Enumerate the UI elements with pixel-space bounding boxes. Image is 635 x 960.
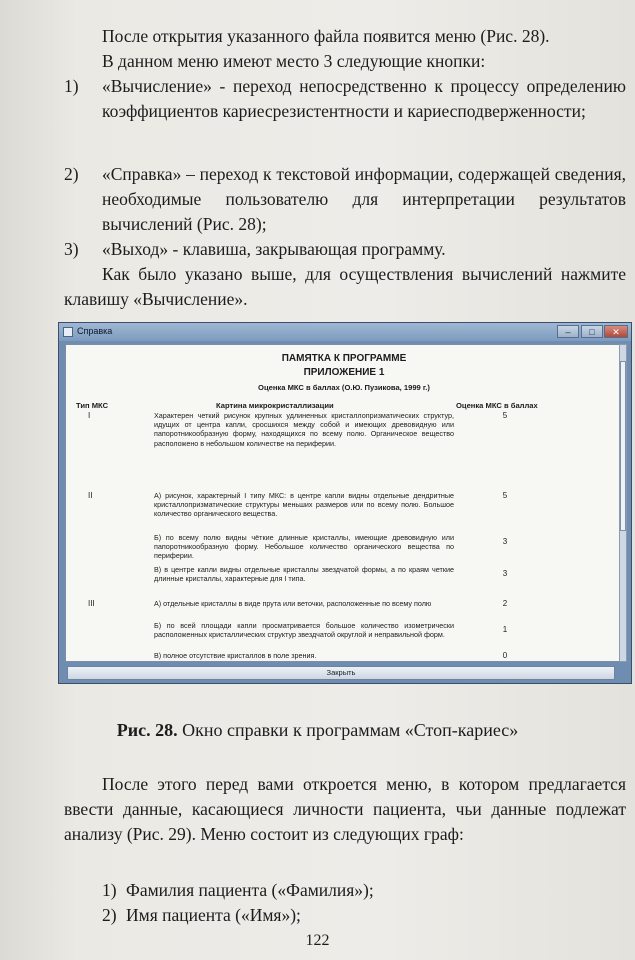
row-score: 0 bbox=[502, 651, 508, 660]
row-score: 2 bbox=[502, 599, 508, 608]
close-window-button[interactable]: ✕ bbox=[604, 325, 628, 338]
help-content bbox=[65, 344, 621, 662]
column-header-score: Оценка МКС в баллах bbox=[456, 401, 538, 410]
help-heading: ПАМЯТКА К ПРОГРАММЕ bbox=[281, 353, 407, 364]
after-caption-paragraph: После этого перед вами откроется меню, в котором предлагается ввести данные, касающиеся личности пациента, чьи данные подлежат анализу (Рис. 29). Меню состоит из следующих граф: bbox=[64, 774, 626, 844]
window-titlebar bbox=[59, 323, 631, 341]
list-item: 1) Фамилия пациента («Фамилия»); bbox=[102, 880, 374, 900]
help-window bbox=[58, 322, 632, 684]
row-description: А) рисунок, характерный I типу МКС: в центре капли видны отдельные дендритные кристаллопризматические структуры меньших размеров или по всему полю. Большое количество органического вещества. bbox=[154, 491, 454, 519]
row-description: Б) по всему полю видны чёткие длинные кристаллы, имеющие древовидную или папоротникообразную форму. Небольшое количество органического вещества по периферии. bbox=[154, 533, 454, 561]
intro-paragraph-1: После открытия указанного файла появится меню (Рис. 28). bbox=[102, 26, 550, 46]
column-header-type: Тип МКС bbox=[76, 401, 109, 410]
row-score: 1 bbox=[502, 625, 508, 634]
row-type: I bbox=[88, 411, 91, 420]
row-description: А) отдельные кристаллы в виде прута или веточки, расположенные по всему полю bbox=[154, 599, 432, 608]
list-item: 1) «Вычисление» - переход непосредственно к процессу определению коэффициентов кариесрезистентности и кариесподверженности; bbox=[64, 76, 626, 121]
table-title: Оценка МКС в баллах (О.Ю. Пузикова, 1999 г.) bbox=[258, 383, 430, 392]
list-item: 2) «Справка» – переход к текстовой информации, содержащей сведения, необходимые пользователю для интерпретации результатов вычислений (Рис. 28); bbox=[64, 164, 626, 234]
row-description: В) в центре капли видны отдельные кристаллы звездчатой формы, а по краям четкие длинные кристаллы, характерные для I типа. bbox=[154, 565, 454, 584]
column-header-picture: Картина микрокристаллизации bbox=[216, 401, 334, 410]
row-score: 3 bbox=[502, 569, 508, 578]
row-description: Характерен четкий рисунок крупных удлиненных кристаллопризматических структур, идущих от центра капли, сросшихся между собой и имеющих древовидную или папоротникообразную форму, находящихся по всему полю. Органическое вещество расположено в небольшом количестве на периферии. bbox=[154, 411, 454, 448]
row-score: 5 bbox=[502, 411, 508, 420]
list-item: 3) «Выход» - клавиша, закрывающая программу. bbox=[64, 239, 446, 259]
page-number: 122 bbox=[305, 932, 330, 949]
figure-caption bbox=[0, 718, 635, 742]
close-button[interactable]: Закрыть bbox=[67, 666, 615, 680]
row-score: 5 bbox=[502, 491, 508, 500]
row-type: II bbox=[88, 491, 93, 500]
help-subheading: ПРИЛОЖЕНИЕ 1 bbox=[303, 367, 385, 378]
figure-caption-text: Окно справки к программам «Стоп-кариес» bbox=[177, 720, 519, 740]
list-item: 2) Имя пациента («Имя»); bbox=[102, 905, 301, 925]
row-description: В) полное отсутствие кристаллов в поле зрения. bbox=[154, 651, 317, 660]
scrollbar-thumb[interactable] bbox=[620, 361, 626, 531]
window-title: Справка bbox=[77, 326, 113, 336]
row-description: Б) по всей площади капли просматривается большое количество изометрически расположенных кристаллических структур звездчатой округлой и неправильной форм. bbox=[154, 621, 454, 640]
window-app-icon bbox=[63, 327, 73, 337]
row-score: 3 bbox=[502, 537, 508, 546]
maximize-button[interactable]: □ bbox=[581, 325, 603, 338]
after-list-paragraph: Как было указано выше, для осуществления вычислений нажмите клавишу «Вычисление». bbox=[64, 264, 626, 309]
figure-label: Рис. 28. bbox=[116, 720, 178, 740]
vertical-scrollbar[interactable] bbox=[619, 344, 627, 662]
minimize-button[interactable]: – bbox=[557, 325, 579, 338]
row-type: III bbox=[88, 599, 95, 608]
intro-paragraph-2: В данном меню имеют место 3 следующие кнопки: bbox=[102, 51, 486, 71]
